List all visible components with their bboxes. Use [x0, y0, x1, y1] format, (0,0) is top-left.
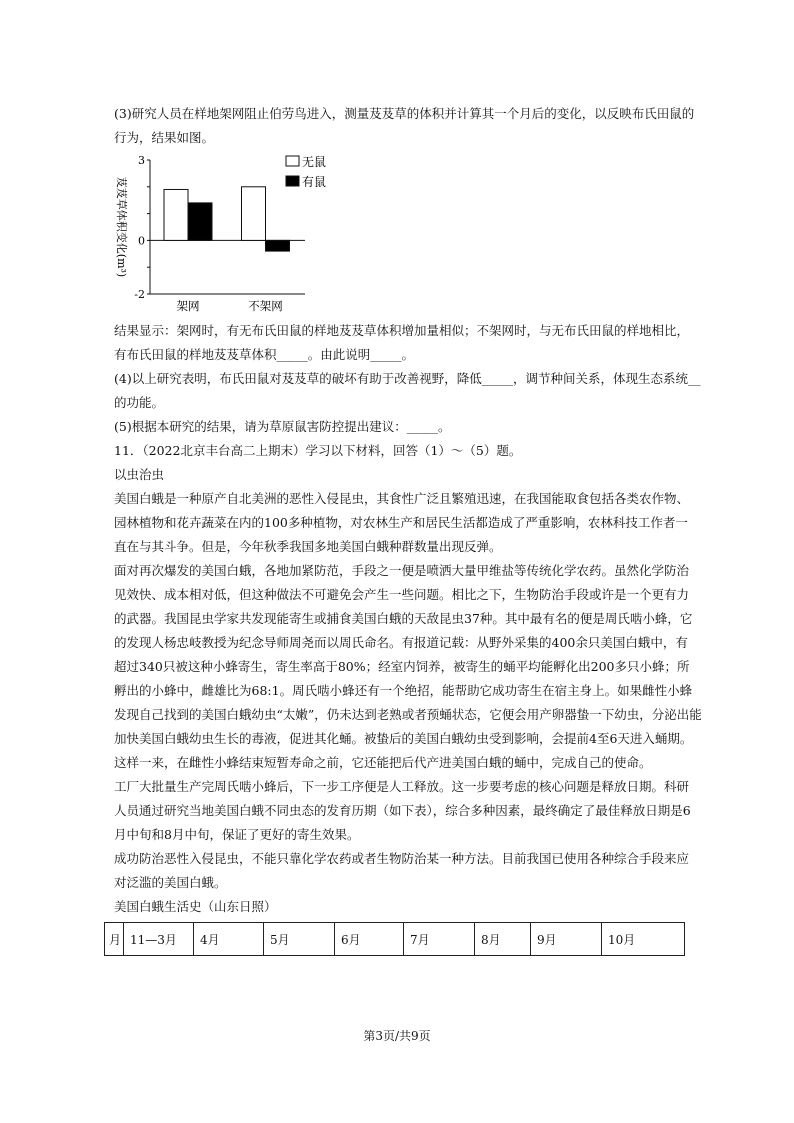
table-row — [105, 923, 685, 956]
life-history-table — [104, 922, 685, 956]
bar-有鼠 — [188, 203, 212, 241]
article-line: 美国白蛾生活史（山东日照） — [114, 899, 277, 914]
page-footer: 第3页/共9页 — [363, 1029, 431, 1043]
bar-无鼠 — [164, 189, 188, 240]
article-line: 园林植物和花卉蔬菜在内的100多种植物，对农林生产和居民生活都造成了严重影响，农林科技工作者一 — [114, 515, 688, 530]
table-cell: 9月 — [531, 923, 602, 956]
article-line: 这样一来，在雌性小蜂结束短暂寿命之前，它还能把后代产进美国白蛾的蛹中，完成自己的使命。 — [114, 755, 652, 770]
article-line: 的武器。我国昆虫学家共发现能寄生或捕食美国白蛾的天敌昆虫37种。其中最有名的便是周氏啮小蜂，它 — [114, 611, 693, 626]
table-cell: 8月 — [475, 923, 531, 956]
y-tick-label: -2 — [134, 288, 145, 301]
article-line: 直在与其斗争。但是，今年秋季我国多地美国白蛾种群数量出现反弹。 — [114, 539, 502, 554]
article-line: 的发现人杨忠岐教授为纪念导师周尧而以周氏命名。有报道记载：从野外采集的400余只美国白蛾中，有 — [114, 635, 688, 650]
y-tick-label: 0 — [138, 234, 145, 248]
article-line: 对泛滥的美国白蛾。 — [114, 875, 227, 890]
table-cell: 月 — [105, 923, 124, 956]
legend-label: 有鼠 — [302, 175, 327, 189]
article-line: 面对再次爆发的美国白蛾，各地加紧防范，手段之一便是喷洒大量甲维盐等传统化学农药。虽然化学防治 — [114, 563, 690, 578]
table-cell: 5月 — [264, 923, 335, 956]
bar-无鼠 — [242, 187, 266, 241]
legend-swatch-有鼠 — [286, 176, 299, 186]
legend-swatch-无鼠 — [286, 156, 299, 166]
article-line: 超过340只被这种小蜂寄生，寄生率高于80%；经室内饲养，被寄生的蛹平均能孵化出200多只小蜂；所 — [114, 659, 690, 674]
article-title: 以虫治虫 — [114, 467, 165, 482]
article-line: 发现自己找到的美国白蛾幼虫“太嫩”，仍未达到老熟或者预蛹状态，它便会用产卵器蛰一下幼虫，分泌出能 — [114, 707, 702, 722]
x-tick-label: 不架网 — [248, 299, 283, 313]
article-line: 加快美国白蛾幼虫生长的毒液，促进其化蛹。被蛰后的美国白蛾幼虫受到影响，会提前4至6天进入蛹期。 — [114, 731, 693, 746]
x-tick-label: 架网 — [176, 299, 200, 313]
article-line: 工厂大批量生产完周氏啮小蜂后，下一步工序便是人工释放。这一步要考虑的核心问题是释放日期。科研 — [114, 779, 690, 794]
legend-label: 无鼠 — [302, 155, 327, 169]
q3-text-line-2: 行为，结果如图。 — [114, 130, 215, 145]
article-line: 人员通过研究当地美国白蛾不同虫态的发育历期（如下表），综合多种因素，最终确定了最佳释放日期是6 — [114, 803, 691, 818]
y-tick-label: 3 — [138, 154, 145, 167]
y-axis-label: 芨芨草体积变化(m³) — [115, 176, 128, 278]
article-line: 孵出的小蜂中，雌雄比为68:1。周氏啮小蜂还有一个绝招，能帮助它成功寄生在宿主身上。如果雌性小蜂 — [114, 683, 693, 698]
table-cell: 4月 — [194, 923, 264, 956]
table-cell: 11—3月 — [124, 923, 194, 956]
article-line: 月中旬和8月中旬，保证了更好的寄生效果。 — [114, 827, 360, 842]
q4-line-1: (4)以上研究表明，布氏田鼠对芨芨草的破坏有助于改善视野，降低_____，调节种间关系，体现生态系统__ — [114, 371, 701, 386]
result-line-1: 结果显示：架网时，有无布氏田鼠的样地芨芨草体积增加量相似；不架网时，与无布氏田鼠的样地相比， — [114, 323, 690, 338]
article-line: 美国白蛾是一种原产自北美洲的恶性入侵昆虫，其食性广泛且繁殖迅速，在我国能取食包括各类农作物、 — [114, 491, 690, 506]
table-cell: 7月 — [404, 923, 475, 956]
article-line: 见效快、成本相对低，但这种做法不可避免会产生一些问题。相比之下，生物防治手段或许是一个更有力 — [114, 587, 690, 602]
q5-line: (5)根据本研究的结果，请为草原鼠害防控提出建议：_____。 — [114, 419, 451, 434]
article-line: 成功防治恶性入侵昆虫，不能只靠化学农药或者生物防治某一种方法。目前我国已使用各种综合手段来应 — [114, 851, 690, 866]
result-line-2: 有布氏田鼠的样地芨芨草体积_____。由此说明_____。 — [114, 347, 415, 362]
chart-legend — [286, 155, 326, 189]
bar-chart — [110, 152, 350, 317]
table-cell: 6月 — [335, 923, 404, 956]
q11-header: 11．（2022北京丰台高二上期末）学习以下材料，回答（1）～（5）题。 — [114, 443, 522, 458]
q4-line-2: 的功能。 — [114, 395, 165, 410]
table-cell: 10月 — [602, 923, 685, 956]
q3-text-line-1: (3)研究人员在样地架网阻止伯劳鸟进入，测量芨芨草的体积并计算其一个月后的变化，以反映布氏田鼠的 — [114, 106, 695, 121]
bar-有鼠 — [266, 240, 290, 251]
